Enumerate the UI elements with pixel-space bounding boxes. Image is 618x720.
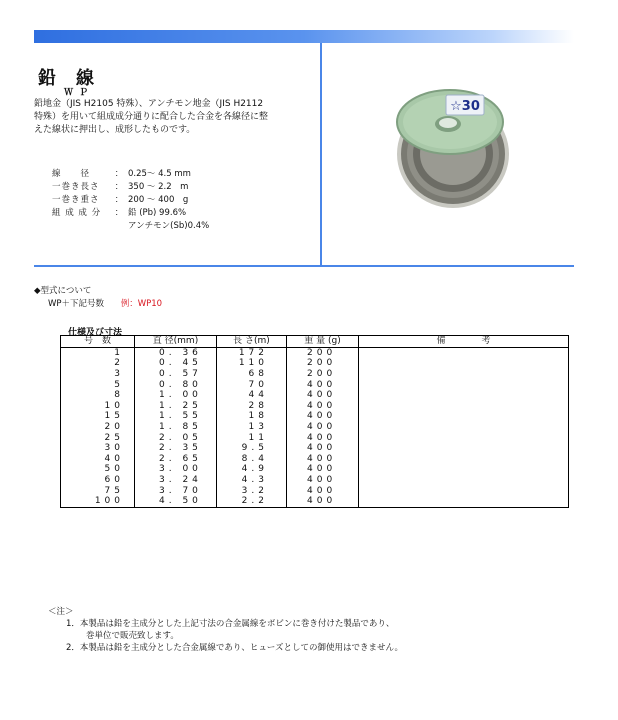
cell-length: 4.9 bbox=[217, 464, 287, 475]
cell-number: 25 bbox=[61, 432, 135, 443]
cell-remarks bbox=[359, 454, 569, 465]
cell-diameter: 0. 80 bbox=[135, 379, 217, 390]
spec-value: アンチモン(Sb)0.4% bbox=[128, 221, 210, 231]
table-row bbox=[61, 464, 569, 475]
cell-weight: 400 bbox=[287, 390, 359, 401]
note-item: 巻単位で販売致します。 bbox=[86, 631, 179, 641]
cell-remarks bbox=[359, 358, 569, 369]
cell-number: 2 bbox=[61, 358, 135, 369]
cell-weight: 400 bbox=[287, 485, 359, 496]
header-number: 号 数 bbox=[61, 336, 135, 348]
wire-spool-image bbox=[388, 80, 518, 210]
table-header-row bbox=[61, 336, 569, 348]
cell-remarks bbox=[359, 485, 569, 496]
spec-row bbox=[50, 181, 211, 194]
cell-length: 172 bbox=[217, 347, 287, 358]
cell-remarks bbox=[359, 347, 569, 358]
cell-length: 70 bbox=[217, 379, 287, 390]
cell-number: 15 bbox=[61, 411, 135, 422]
spec-row bbox=[50, 168, 211, 181]
cell-diameter: 1. 25 bbox=[135, 401, 217, 412]
cell-number: 20 bbox=[61, 422, 135, 433]
header-diameter: 直 径(mm) bbox=[135, 336, 217, 348]
cell-length: 28 bbox=[217, 401, 287, 412]
cell-diameter: 2. 35 bbox=[135, 443, 217, 454]
table-row bbox=[61, 422, 569, 433]
cell-number: 75 bbox=[61, 485, 135, 496]
note-item: 1．本製品は鉛を主成分とした上記寸法の合金属線をボビンに巻き付けた製品であり、 bbox=[66, 619, 395, 629]
cell-length: 13 bbox=[217, 422, 287, 433]
cell-diameter: 0. 57 bbox=[135, 369, 217, 380]
cell-weight: 400 bbox=[287, 496, 359, 507]
table-row bbox=[61, 347, 569, 358]
model-code: ＷＰ bbox=[64, 88, 95, 98]
cell-diameter: 0. 45 bbox=[135, 358, 217, 369]
table-row bbox=[61, 496, 569, 507]
table-row bbox=[61, 390, 569, 401]
header-remarks: 備 考 bbox=[359, 336, 569, 348]
table-row bbox=[61, 369, 569, 380]
cell-length: 9.5 bbox=[217, 443, 287, 454]
spec-table bbox=[60, 335, 569, 508]
spec-key: 線 径 bbox=[52, 169, 91, 179]
cell-remarks bbox=[359, 443, 569, 454]
spec-row bbox=[50, 194, 211, 207]
cell-length: 3.2 bbox=[217, 485, 287, 496]
divider-vertical bbox=[320, 43, 322, 267]
description-line: 特殊）を用いて組成成分通りに配合した合金を各線径に整 bbox=[34, 112, 269, 122]
table-row bbox=[61, 411, 569, 422]
type-heading: ◆型式について bbox=[34, 286, 92, 296]
table-row bbox=[61, 358, 569, 369]
page-title: 鉛 線 bbox=[38, 68, 95, 89]
table-row bbox=[61, 475, 569, 486]
cell-length: 110 bbox=[217, 358, 287, 369]
spec-key: 一巻き長さ bbox=[52, 182, 100, 192]
cell-remarks bbox=[359, 422, 569, 433]
spool-label: ☆30 bbox=[450, 99, 480, 114]
cell-number: 50 bbox=[61, 464, 135, 475]
cell-remarks bbox=[359, 401, 569, 412]
spec-list bbox=[50, 168, 211, 233]
cell-weight: 400 bbox=[287, 401, 359, 412]
cell-weight: 400 bbox=[287, 422, 359, 433]
cell-length: 18 bbox=[217, 411, 287, 422]
cell-weight: 200 bbox=[287, 347, 359, 358]
spec-value: 0.25～ 4.5 mm bbox=[128, 169, 191, 179]
spec-sep bbox=[112, 220, 126, 233]
cell-weight: 400 bbox=[287, 475, 359, 486]
spec-key: 一巻き重さ bbox=[52, 195, 100, 205]
description-line: えた線状に押出し、成形したものです。 bbox=[34, 125, 196, 135]
cell-number: 100 bbox=[61, 496, 135, 507]
table-caption: 仕様及び寸法 bbox=[68, 328, 123, 338]
table-row bbox=[61, 401, 569, 412]
spec-sep: ： bbox=[114, 169, 124, 179]
description bbox=[34, 98, 316, 137]
cell-remarks bbox=[359, 475, 569, 486]
cell-weight: 400 bbox=[287, 379, 359, 390]
cell-diameter: 3. 70 bbox=[135, 485, 217, 496]
type-formula: WP＋下記号数 bbox=[48, 299, 105, 309]
spec-key bbox=[50, 220, 112, 233]
cell-number: 40 bbox=[61, 454, 135, 465]
spec-value: 鉛 (Pb) 99.6% bbox=[128, 208, 187, 218]
cell-number: 10 bbox=[61, 401, 135, 412]
cell-weight: 400 bbox=[287, 454, 359, 465]
cell-number: 60 bbox=[61, 475, 135, 486]
cell-length: 4.3 bbox=[217, 475, 287, 486]
cell-remarks bbox=[359, 411, 569, 422]
cell-diameter: 2. 05 bbox=[135, 432, 217, 443]
cell-diameter: 1. 85 bbox=[135, 422, 217, 433]
cell-remarks bbox=[359, 496, 569, 507]
header-bar bbox=[34, 30, 574, 43]
cell-diameter: 2. 65 bbox=[135, 454, 217, 465]
spec-row bbox=[50, 207, 211, 220]
cell-length: 68 bbox=[217, 369, 287, 380]
type-formula-line bbox=[48, 297, 162, 309]
table-row bbox=[61, 379, 569, 390]
cell-weight: 400 bbox=[287, 432, 359, 443]
cell-number: 30 bbox=[61, 443, 135, 454]
spec-sep: ： bbox=[114, 182, 124, 192]
cell-length: 8.4 bbox=[217, 454, 287, 465]
table-row bbox=[61, 485, 569, 496]
cell-length: 11 bbox=[217, 432, 287, 443]
table-row bbox=[61, 432, 569, 443]
spec-sep: ： bbox=[114, 195, 124, 205]
cell-diameter: 1. 00 bbox=[135, 390, 217, 401]
notes bbox=[48, 606, 403, 654]
table-row bbox=[61, 454, 569, 465]
cell-weight: 200 bbox=[287, 369, 359, 380]
cell-number: 5 bbox=[61, 379, 135, 390]
cell-length: 2.2 bbox=[217, 496, 287, 507]
cell-number: 8 bbox=[61, 390, 135, 401]
cell-weight: 400 bbox=[287, 464, 359, 475]
cell-remarks bbox=[359, 464, 569, 475]
cell-weight: 400 bbox=[287, 443, 359, 454]
spec-key: 組 成 成 分 bbox=[52, 208, 102, 218]
cell-diameter: 3. 00 bbox=[135, 464, 217, 475]
type-example: 例：WP10 bbox=[120, 299, 163, 309]
cell-remarks bbox=[359, 390, 569, 401]
header-length: 長 さ(m) bbox=[217, 336, 287, 348]
description-line: 鉛地金（JIS H2105 特殊）、アンチモン地金（JIS H2112 bbox=[34, 99, 264, 109]
cell-diameter: 4. 50 bbox=[135, 496, 217, 507]
notes-heading: ＜注＞ bbox=[48, 607, 74, 617]
spec-value: 350 ～ 2.2 m bbox=[128, 182, 189, 192]
cell-number: 1 bbox=[61, 347, 135, 358]
spec-value: 200 ～ 400 g bbox=[128, 195, 189, 205]
cell-remarks bbox=[359, 379, 569, 390]
cell-weight: 400 bbox=[287, 411, 359, 422]
note-item: 2．本製品は鉛を主成分とした合金属線であり、ヒューズとしての御使用はできません。 bbox=[66, 643, 403, 653]
divider-horizontal bbox=[34, 265, 574, 267]
cell-diameter: 1. 55 bbox=[135, 411, 217, 422]
cell-length: 44 bbox=[217, 390, 287, 401]
table-row bbox=[61, 443, 569, 454]
cell-remarks bbox=[359, 432, 569, 443]
cell-weight: 200 bbox=[287, 358, 359, 369]
header-weight: 重 量 (g) bbox=[287, 336, 359, 348]
cell-number: 3 bbox=[61, 369, 135, 380]
cell-diameter: 3. 24 bbox=[135, 475, 217, 486]
spec-row bbox=[50, 220, 211, 233]
cell-diameter: 0. 36 bbox=[135, 347, 217, 358]
cell-remarks bbox=[359, 369, 569, 380]
spec-sep: ： bbox=[114, 208, 124, 218]
